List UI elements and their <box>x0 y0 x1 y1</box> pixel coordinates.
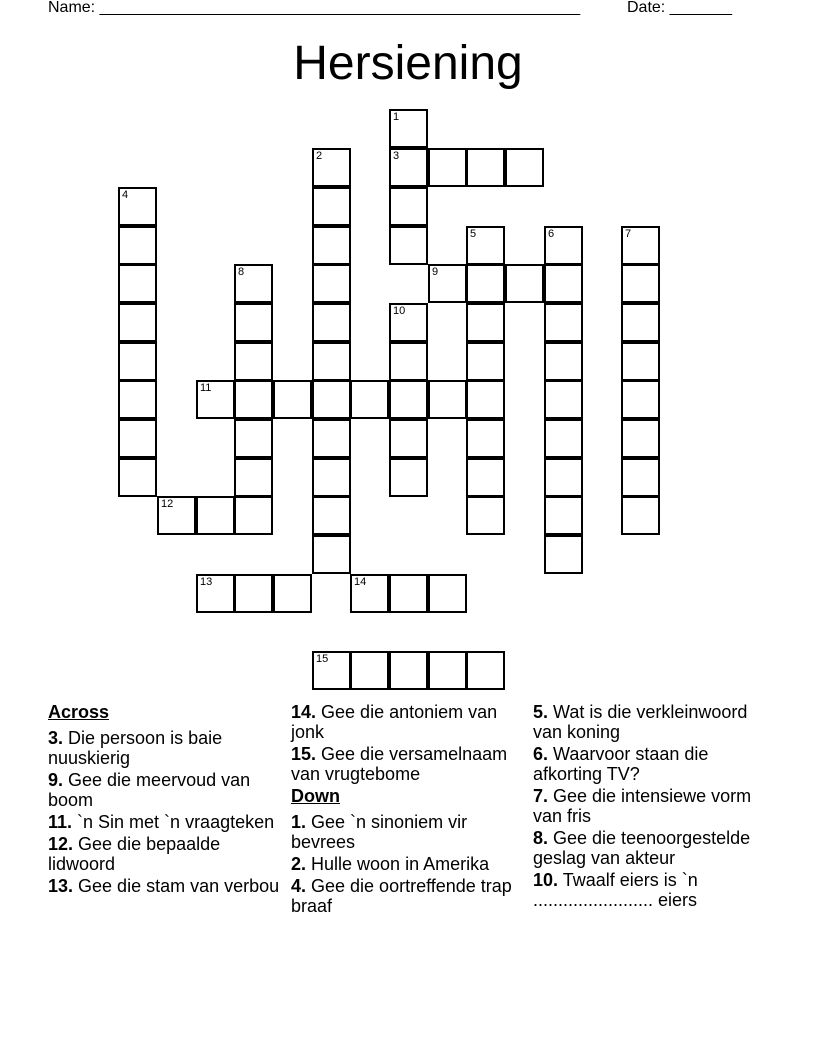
clue-number: 14. <box>291 702 317 722</box>
crossword-cell[interactable] <box>466 419 505 458</box>
clue-text: Gee die versamelnaam van vrugtebome <box>291 744 508 784</box>
crossword-cell[interactable] <box>466 496 505 535</box>
crossword-cell[interactable] <box>273 380 312 419</box>
cell-number: 5 <box>470 228 477 240</box>
crossword-cell[interactable] <box>428 380 467 419</box>
clue-text: Waarvoor staan die afkorting TV? <box>533 744 709 784</box>
crossword-cell[interactable] <box>118 226 157 265</box>
clue-text: Gee die antoniem van jonk <box>291 702 498 742</box>
crossword-cell[interactable] <box>234 342 273 381</box>
crossword-cell[interactable] <box>544 535 583 574</box>
crossword-cell[interactable] <box>312 651 351 690</box>
crossword-cell[interactable] <box>621 380 660 419</box>
crossword-cell[interactable] <box>428 651 467 690</box>
clue-column-3 <box>533 702 765 912</box>
crossword-cell[interactable] <box>234 496 273 535</box>
crossword-cell[interactable] <box>466 264 505 303</box>
cell-number: 3 <box>393 150 400 162</box>
cell-number: 13 <box>200 576 213 588</box>
crossword-cell[interactable] <box>312 380 351 419</box>
crossword-cell[interactable] <box>118 264 157 303</box>
across-clue-13 <box>48 876 280 896</box>
crossword-cell[interactable] <box>621 342 660 381</box>
cell-number: 11 <box>200 382 212 394</box>
crossword-cell[interactable] <box>428 148 467 187</box>
crossword-cell[interactable] <box>428 574 467 613</box>
crossword-cell[interactable] <box>234 574 273 613</box>
crossword-cell[interactable] <box>118 342 157 381</box>
crossword-cell[interactable] <box>389 148 428 187</box>
cell-number: 14 <box>354 576 367 588</box>
crossword-cell[interactable] <box>389 651 428 690</box>
clue-text: Gee die bepaalde lidwoord <box>48 834 221 874</box>
crossword-cell[interactable] <box>118 187 157 226</box>
across-clue-9 <box>48 770 280 810</box>
down-clue-6 <box>533 744 765 784</box>
crossword-cell[interactable] <box>312 458 351 497</box>
clue-number: 10. <box>533 870 559 890</box>
crossword-cell[interactable] <box>505 148 544 187</box>
crossword-cell[interactable] <box>389 187 428 226</box>
crossword-cell[interactable] <box>505 264 544 303</box>
crossword-cell[interactable] <box>350 651 389 690</box>
crossword-cell[interactable] <box>466 148 505 187</box>
crossword-cell[interactable] <box>196 574 235 613</box>
crossword-cell[interactable] <box>196 496 235 535</box>
clue-text: Gee die meervoud van boom <box>48 770 251 810</box>
crossword-cell[interactable] <box>621 496 660 535</box>
clue-column-1 <box>48 702 280 898</box>
crossword-cell[interactable] <box>428 264 467 303</box>
crossword-cell[interactable] <box>621 458 660 497</box>
crossword-cell[interactable] <box>389 303 428 342</box>
clue-number: 5. <box>533 702 549 722</box>
crossword-cell[interactable] <box>273 574 312 613</box>
clue-column-2 <box>291 702 523 918</box>
clue-text: Hulle woon in Amerika <box>306 854 490 874</box>
crossword-cell[interactable] <box>118 303 157 342</box>
down-clue-7 <box>533 786 765 826</box>
down-clue-5 <box>533 702 765 742</box>
across-heading: Across <box>48 702 110 722</box>
cell-number: 8 <box>238 266 245 278</box>
name-field-label: Name: ______________________________________________________ <box>48 0 581 16</box>
crossword-cell[interactable] <box>544 226 583 265</box>
cell-number: 1 <box>393 111 400 123</box>
clue-number: 8. <box>533 828 549 848</box>
crossword-cell[interactable] <box>621 226 660 265</box>
clue-text: Twaalf eiers is `n ........................ eiers <box>533 870 698 910</box>
crossword-cell[interactable] <box>389 574 428 613</box>
across-clue-11 <box>48 812 280 832</box>
across-clue-14 <box>291 702 523 742</box>
crossword-cell[interactable] <box>544 303 583 342</box>
cell-number: 10 <box>393 305 406 317</box>
clue-text: `n Sin met `n vraagteken <box>72 812 275 832</box>
puzzle-title: Hersiening <box>293 37 523 90</box>
clue-text: Gee die oortreffende trap braaf <box>291 876 512 916</box>
crossword-cell[interactable] <box>312 264 351 303</box>
crossword-cell[interactable] <box>621 264 660 303</box>
crossword-cell[interactable] <box>312 148 351 187</box>
crossword-cell[interactable] <box>118 458 157 497</box>
date-field-label: Date: _______ <box>627 0 732 16</box>
clue-text: Gee die teenoorgestelde geslag van akteur <box>533 828 751 868</box>
crossword-cell[interactable] <box>312 419 351 458</box>
clue-text: Wat is die verkleinwoord van koning <box>533 702 748 742</box>
down-clue-4 <box>291 876 523 916</box>
clue-number: 6. <box>533 744 549 764</box>
crossword-cell[interactable] <box>466 458 505 497</box>
across-clue-15 <box>291 744 523 784</box>
cell-number: 4 <box>122 189 129 201</box>
across-clue-3 <box>48 728 280 768</box>
crossword-cell[interactable] <box>118 380 157 419</box>
crossword-cell[interactable] <box>466 380 505 419</box>
crossword-cell[interactable] <box>466 651 505 690</box>
crossword-cell[interactable] <box>389 419 428 458</box>
clue-text: Gee die intensiewe vorm van fris <box>533 786 752 826</box>
crossword-cell[interactable] <box>196 380 235 419</box>
crossword-cell[interactable] <box>350 574 389 613</box>
clue-number: 15. <box>291 744 317 764</box>
crossword-cell[interactable] <box>389 458 428 497</box>
clue-number: 2. <box>291 854 307 874</box>
crossword-cell[interactable] <box>234 380 273 419</box>
crossword-cell[interactable] <box>118 419 157 458</box>
clue-number: 13. <box>48 876 74 896</box>
clue-number: 7. <box>533 786 549 806</box>
crossword-cell[interactable] <box>312 535 351 574</box>
crossword-cell[interactable] <box>544 264 583 303</box>
down-heading: Down <box>291 786 340 806</box>
crossword-cell[interactable] <box>312 187 351 226</box>
crossword-cell[interactable] <box>389 109 428 148</box>
crossword-cell[interactable] <box>621 303 660 342</box>
down-clue-1 <box>291 812 523 852</box>
crossword-cell[interactable] <box>312 226 351 265</box>
crossword-cell[interactable] <box>466 342 505 381</box>
crossword-cell[interactable] <box>544 496 583 535</box>
clue-text: Gee `n sinoniem vir bevrees <box>291 812 468 852</box>
clue-number: 11. <box>48 812 73 832</box>
cell-number: 9 <box>432 266 439 278</box>
clue-number: 3. <box>48 728 64 748</box>
clue-text: Die persoon is baie nuuskierig <box>48 728 223 768</box>
down-clue-10 <box>533 870 765 910</box>
crossword-cell[interactable] <box>544 458 583 497</box>
crossword-cell[interactable] <box>312 303 351 342</box>
down-clue-2 <box>291 854 523 874</box>
crossword-cell[interactable] <box>621 419 660 458</box>
crossword-cell[interactable] <box>234 264 273 303</box>
cell-number: 15 <box>316 653 329 665</box>
clue-text: Gee die stam van verbou <box>73 876 280 896</box>
crossword-cell[interactable] <box>544 419 583 458</box>
crossword-cell[interactable] <box>312 342 351 381</box>
clue-number: 4. <box>291 876 307 896</box>
cell-number: 7 <box>625 228 632 240</box>
across-clue-12 <box>48 834 280 874</box>
crossword-cell[interactable] <box>466 226 505 265</box>
crossword-cell[interactable] <box>389 342 428 381</box>
crossword-cell[interactable] <box>234 303 273 342</box>
cell-number: 12 <box>161 498 174 510</box>
crossword-cell[interactable] <box>389 226 428 265</box>
crossword-cell[interactable] <box>157 496 196 535</box>
crossword-cell[interactable] <box>350 380 389 419</box>
clue-number: 9. <box>48 770 64 790</box>
clue-number: 12. <box>48 834 74 854</box>
crossword-cell[interactable] <box>312 496 351 535</box>
clue-number: 1. <box>291 812 307 832</box>
crossword-cell[interactable] <box>234 419 273 458</box>
crossword-cell[interactable] <box>544 380 583 419</box>
crossword-cell[interactable] <box>234 458 273 497</box>
crossword-cell[interactable] <box>466 303 505 342</box>
crossword-cell[interactable] <box>389 380 428 419</box>
cell-number: 2 <box>316 150 323 162</box>
cell-number: 6 <box>548 228 555 240</box>
down-clue-8 <box>533 828 765 868</box>
crossword-cell[interactable] <box>544 342 583 381</box>
